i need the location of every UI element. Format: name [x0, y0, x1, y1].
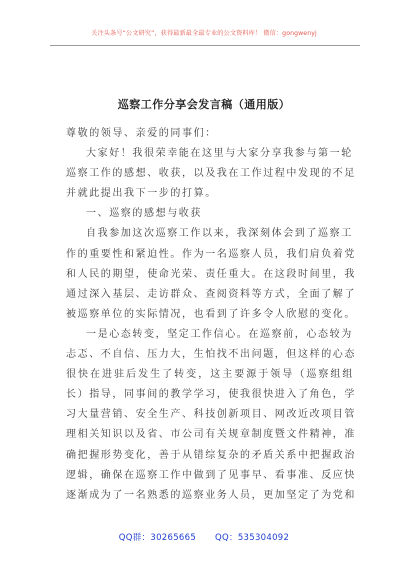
paragraph-line: 大家好！我很荣幸能在这里与大家分享我参与第一轮 — [86, 148, 353, 160]
paragraph-line: 很快在进驻后发生了转变，这主要源于领导（巡察组组 — [66, 369, 354, 381]
paragraph-line: 逻辑，确保在巡察工作中做到了见事早、看事准、反应快 — [66, 469, 356, 481]
paragraph-line: 被巡察单位的实际情况，也看到了许多令人欣慰的变化。 — [66, 308, 356, 320]
section-heading: 一、巡察的感想与收获 — [86, 208, 202, 220]
paragraph-line: 忐忑、不自信、压力大，生怕找不出问题，但这样的心态 — [66, 349, 356, 361]
document-title: 巡察工作分享会发言稿（通用版） — [117, 98, 291, 111]
paragraph-line: 作的重要性和紧迫性。作为一名巡察人员，我们肩负着党 — [66, 248, 356, 260]
paragraph-line: 巡察工作的感想、收获，以及我在工作过程中发现的不足 — [66, 168, 356, 180]
salutation-line: 尊敬的领导、亲爱的同事们： — [66, 128, 217, 139]
paragraph-line: 理相关知识以及省、市公司有关规章制度暨文件精神，准 — [66, 429, 356, 441]
header-note: 关注头条号“公文研究”，获得最新最全最专业的公文资料库！ 微信：gongwenyj — [91, 30, 317, 37]
paragraph-line: 确把握形势变化，善于从错综复杂的矛盾关系中把握政治 — [66, 449, 356, 461]
paragraph-line: 习大量营销、安全生产、科技创新项目、网改近改项目管 — [66, 409, 356, 421]
paragraph-line: 自我参加这次巡察工作以来，我深刻体会到了巡察工 — [86, 228, 353, 240]
paragraph-line: 和人民的期望，使命光荣、责任重大。在这段时间里，我 — [66, 268, 356, 280]
document-body — [66, 124, 354, 506]
header-divider — [50, 45, 360, 46]
footer-qq: QQ：535304092 — [215, 533, 290, 543]
paragraph-line: 一是心态转变，坚定工作信心。在巡察前，心态较为 — [86, 328, 353, 340]
paragraph-line: 通过深入基层、走访群众、查阅资料等方式，全面了解了 — [66, 288, 356, 300]
footer-contact — [0, 531, 408, 543]
paragraph-line: 并就此提出我下一步的打算。 — [66, 188, 217, 200]
paragraph-line: 长）指导，同事间的教学学习，使我很快进入了角色，学 — [66, 389, 356, 401]
paragraph-line: 逐渐成为了一名熟悉的巡察业务人员，更加坚定了为党和 — [66, 489, 356, 501]
footer-qq-group: QQ群：30265665 — [118, 533, 197, 543]
